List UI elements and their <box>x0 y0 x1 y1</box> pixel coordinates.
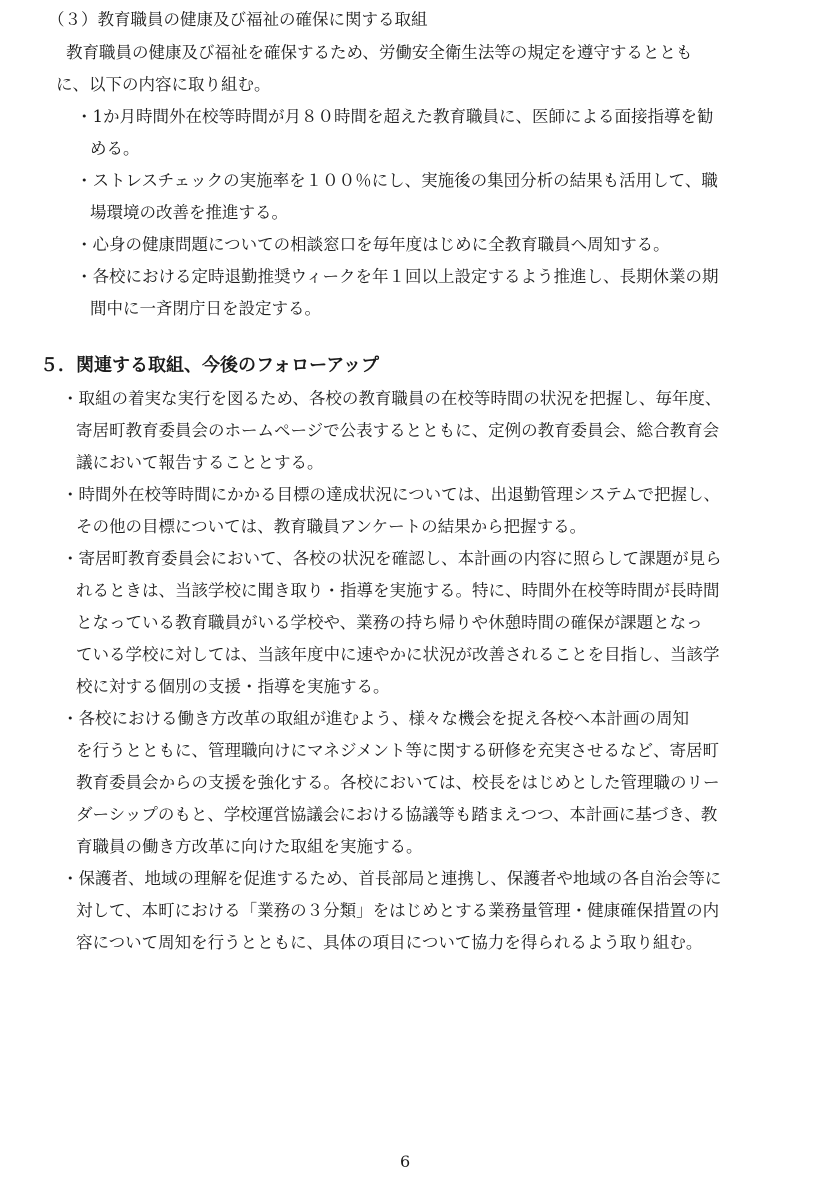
section-5-bullet-4-line-1: ・各校における働き方改革の取組が進むよう、様々な機会を捉え各校へ本計画の周知 <box>62 709 689 728</box>
section-5-bullet-2-line-2: その他の目標については、教育職員アンケートの結果から把握する。 <box>76 517 587 536</box>
page-number: 6 <box>400 1152 411 1171</box>
section-5-bullet-3-line-3: となっている教育職員がいる学校や、業務の持ち帰りや休憩時間の確保が課題となっ <box>76 613 703 632</box>
section-5-bullet-4-line-5: 育職員の働き方改革に向けた取組を実施する。 <box>76 837 423 856</box>
section-5-bullet-3-line-1: ・寄居町教育委員会において、各校の状況を確認し、本計画の内容に照らして課題が見ら <box>62 549 722 568</box>
section-5-bullet-4-line-2: を行うとともに、管理職向けにマネジメント等に関する研修を充実させるなど、寄居町 <box>76 741 720 760</box>
section-5-bullet-4-line-4: ダーシップのもと、学校運営協議会における協議等も踏まえつつ、本計画に基づき、教 <box>76 805 718 824</box>
section-3-title: （３）教育職員の健康及び福祉の確保に関する取組 <box>48 10 428 29</box>
section-3-intro-line-2: に、以下の内容に取り組む。 <box>56 75 271 94</box>
section-5-bullet-3-line-2: れるときは、当該学校に聞き取り・指導を実施する。特に、時間外在校等時間が長時間 <box>76 581 720 600</box>
section-3-bullet-4-line-1: ・各校における定時退勤推奨ウィークを年１回以上設定するよう推進し、長期休業の期 <box>76 267 719 286</box>
section-3-bullet-1-line-2: める。 <box>90 139 140 158</box>
section-5-bullet-5-line-3: 容について周知を行うとともに、具体の項目について協力を得られるよう取り組む。 <box>76 933 703 952</box>
section-3-bullet-3-line-1: ・心身の健康問題についての相談窓口を毎年度はじめに全教育職員へ周知する。 <box>76 235 670 254</box>
section-5-bullet-5-line-1: ・保護者、地域の理解を促進するため、首長部局と連携し、保護者や地域の各自治会等に <box>62 869 722 888</box>
section-5-bullet-1-line-1: ・取組の着実な実行を図るため、各校の教育職員の在校等時間の状況を把握し、毎年度、 <box>62 389 722 408</box>
section-3-bullet-1-line-1: ・1か月時間外在校等時間が月８０時間を超えた教育職員に、医師による面接指導を勧 <box>76 107 714 126</box>
section-5-bullet-3-line-4: ている学校に対しては、当該年度中に速やかに状況が改善されることを目指し、当該学 <box>76 645 720 664</box>
section-5-bullet-1-line-2: 寄居町教育委員会のホームページで公表するとともに、定例の教育委員会、総合教育会 <box>76 421 720 440</box>
section-5-bullet-4-line-3: 教育委員会からの支援を強化する。各校においては、校長をはじめとした管理職のリー <box>76 773 720 792</box>
section-3-bullet-2-line-1: ・ストレスチェックの実施率を１００％にし、実施後の集団分析の結果も活用して、職 <box>76 171 718 190</box>
section-5-title: ５．関連する取組、今後のフォローアップ <box>40 355 379 376</box>
section-3-bullet-2-line-2: 場環境の改善を推進する。 <box>90 203 288 222</box>
section-5-bullet-2-line-1: ・時間外在校等時間にかかる目標の達成状況については、出退勤管理システムで把握し、 <box>62 485 721 504</box>
section-5-bullet-3-line-5: 校に対する個別の支援・指導を実施する。 <box>76 677 390 696</box>
section-3-intro-line-1: 教育職員の健康及び福祉を確保するため、労働安全衛生法等の規定を遵守するととも <box>66 43 693 62</box>
section-5-bullet-1-line-3: 議において報告することとする。 <box>76 453 324 472</box>
section-3-bullet-4-line-2: 間中に一斉閉庁日を設定する。 <box>90 299 321 318</box>
section-5-bullet-5-line-2: 対して、本町における「業務の３分類」をはじめとする業務量管理・健康確保措置の内 <box>76 901 720 920</box>
